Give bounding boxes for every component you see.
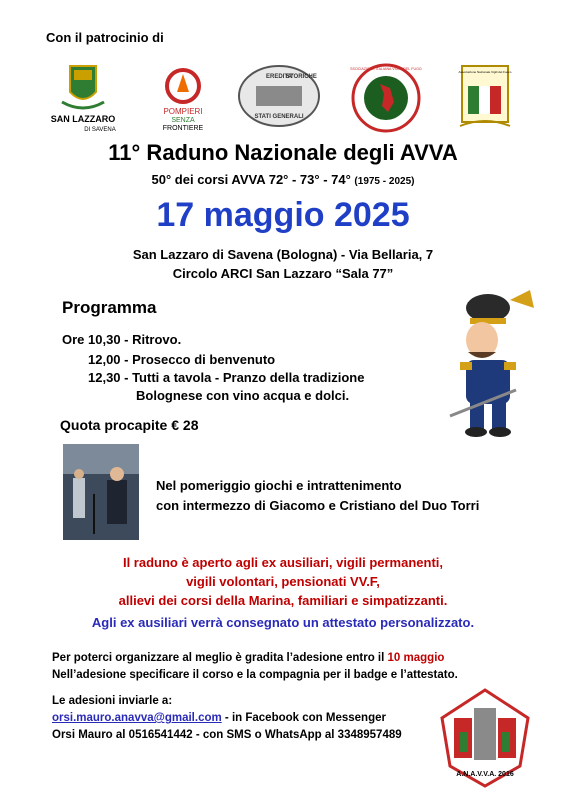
contact-email-link[interactable]: orsi.mauro.anavva@gmail.com (52, 712, 222, 724)
associazione-vvf-logo (350, 62, 422, 134)
event-date: 17 maggio 2025 (156, 196, 410, 234)
open-to-line-3: allievi dei corsi della Marina, familiari e simpatizzanti. (118, 593, 448, 608)
certificate-note: Agli ex ausiliari verrà consegnato un attestato personalizzato. (91, 615, 475, 630)
program-item: 12,30 - Tutti a tavola - Pranzo della tradizione (88, 370, 365, 385)
contact-phone: Orsi Mauro al 0516541442 - con SMS o WhatsApp al 3348957489 (52, 729, 402, 741)
open-to-line-1: Il raduno è aperto agli ex ausiliari, vigili permanenti, (122, 555, 444, 570)
patronage-label: Con il patrocinio di (46, 30, 164, 45)
svg-text:STORICHE: STORICHE (286, 74, 317, 80)
afternoon-line-2: con intermezzo di Giacomo e Cristiano del Duo Torri (156, 498, 480, 513)
san-lazzaro-text: SAN LAZZARO (50, 114, 116, 124)
san-lazzaro-logo (48, 62, 118, 134)
event-photo (63, 444, 139, 540)
event-subtitle-main: 50° dei corsi AVVA 72° - 73° - 74° (151, 172, 351, 187)
program-item: 12,00 - Prosecco di benvenuto (88, 352, 276, 367)
registration-deadline-date: 10 maggio (387, 652, 445, 664)
svg-text:EREDITA': EREDITA' (266, 74, 294, 80)
svg-text:DI SAVENA: DI SAVENA (84, 127, 116, 133)
svg-text:ASSOCIAZIONE ITALIANA VIGILI D: ASSOCIAZIONE ITALIANA VIGILI DEL FUOCO (350, 67, 422, 71)
program-item: Bolognese con vino acqua e dolci. (136, 388, 350, 403)
event-place-address: San Lazzaro di Savena (Bologna) - Via Bellaria, 7 (132, 247, 434, 262)
registration-details: Nell’adesione specificare il corso e la compagnia per il badge e l’attestato. (52, 669, 458, 681)
svg-text:SENZA: SENZA (171, 117, 195, 124)
svg-text:A.N.A.V.V.A. 2016: A.N.A.V.V.A. 2016 (456, 771, 514, 778)
svg-text:Associazione Nazionale Vigili: Associazione Nazionale Vigili del Fuoco (458, 70, 512, 74)
svg-text:POMPIERI: POMPIERI (163, 107, 203, 116)
contact-messenger: - in Facebook con Messenger (221, 712, 386, 724)
registration-deadline (52, 652, 444, 664)
pompieri-senza-frontiere-logo (150, 62, 216, 134)
event-subtitle (0, 172, 566, 187)
event-title: 11° Raduno Nazionale degli AVVA (108, 140, 458, 165)
anavva-badge-logo (440, 688, 530, 788)
send-to-label: Le adesioni inviarle a: (52, 695, 173, 707)
svg-text:FRONTIERE: FRONTIERE (162, 125, 204, 132)
alpine-fire-logo (454, 62, 516, 132)
stati-generali-logo (236, 62, 322, 134)
program-item: Ore 10,30 - Ritrovo. (62, 332, 182, 347)
registration-deadline-text: Per poterci organizzare al meglio è gradita l’adesione entro il (52, 652, 385, 664)
event-place-venue: Circolo ARCI San Lazzaro “Sala 77” (172, 266, 394, 281)
svg-text:STATI GENERALI: STATI GENERALI (254, 114, 304, 120)
afternoon-line-1: Nel pomeriggio giochi e intrattenimento (156, 478, 402, 493)
firefighter-cartoon-image (430, 290, 542, 440)
contact-email-line (52, 712, 386, 724)
event-subtitle-years: (1975 - 2025) (354, 176, 415, 187)
program-heading: Programma (62, 298, 157, 317)
open-to-line-2: vigili volontari, pensionati VV.F, (186, 574, 380, 589)
price-per-person: Quota procapite € 28 (60, 417, 199, 433)
